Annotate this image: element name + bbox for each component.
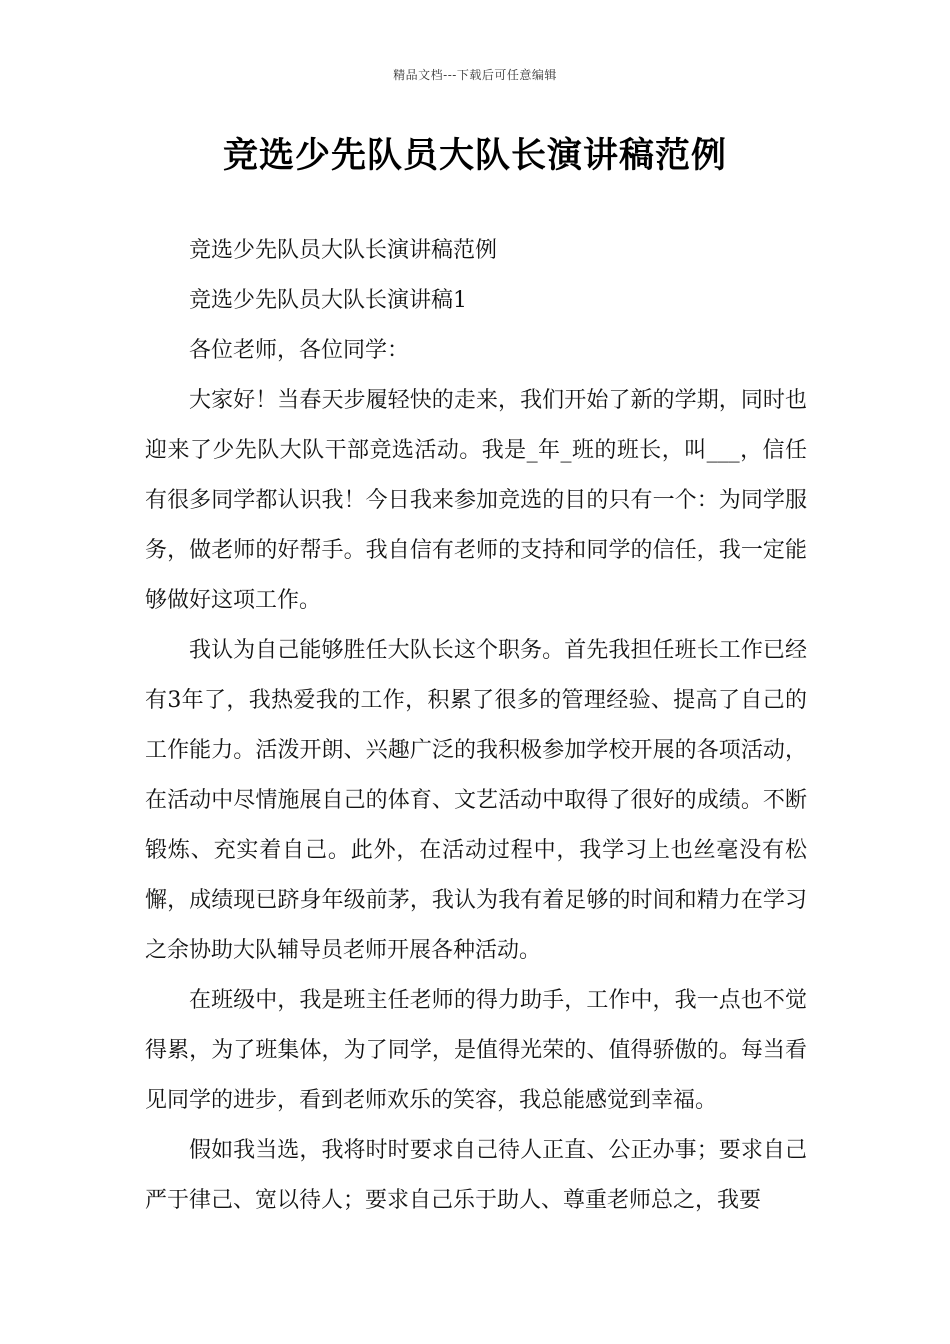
paragraph-introduction: 大家好！当春天步履轻快的走来，我们开始了新的学期，同时也迎来了少先队大队干部竞选活动。我是_年_班的班长，叫___，信任有很多同学都认识我！今日我来参加竞选的目的只有一个：为同学服务，做老师的好帮手。我自信有老师的支持和同学的信任，我一定能够做好这项工作。 xyxy=(145,388,807,613)
document-title: 竞选少先队员大队长演讲稿范例 xyxy=(222,136,727,176)
paragraph-subtitle: 竞选少先队员大队长演讲稿范例 xyxy=(189,238,498,263)
paragraph-promise: 假如我当选，我将时时要求自己待人正直、公正办事；要求自己严于律己、宽以待人；要求自己乐于助人、尊重老师总之，我要 xyxy=(145,1138,807,1213)
header-note: 精品文档---下载后可任意编辑 xyxy=(393,68,557,82)
paragraph-speech-heading: 竞选少先队员大队长演讲稿1 xyxy=(189,288,467,313)
paragraph-class-role: 在班级中，我是班主任老师的得力助手，工作中，我一点也不觉得累，为了班集体，为了同学，是值得光荣的、值得骄傲的。每当看见同学的进步，看到老师欢乐的笑容，我总能感觉到幸福。 xyxy=(145,988,807,1113)
paragraph-qualifications: 我认为自己能够胜任大队长这个职务。首先我担任班长工作已经有3年了，我热爱我的工作，积累了很多的管理经验、提高了自己的工作能力。活泼开朗、兴趣广泛的我积极参加学校开展的各项活动，在活动中尽情施展自己的体育、文艺活动中取得了很好的成绩。不断锻炼、充实着自己。此外，在活动过程中，我学习上也丝毫没有松懈，成绩现已跻身年级前茅，我认为我有着足够的时间和精力在学习之余协助大队辅导员老师开展各种活动。 xyxy=(145,638,807,963)
document-body xyxy=(145,226,807,1226)
paragraph-greeting: 各位老师，各位同学： xyxy=(189,338,410,363)
